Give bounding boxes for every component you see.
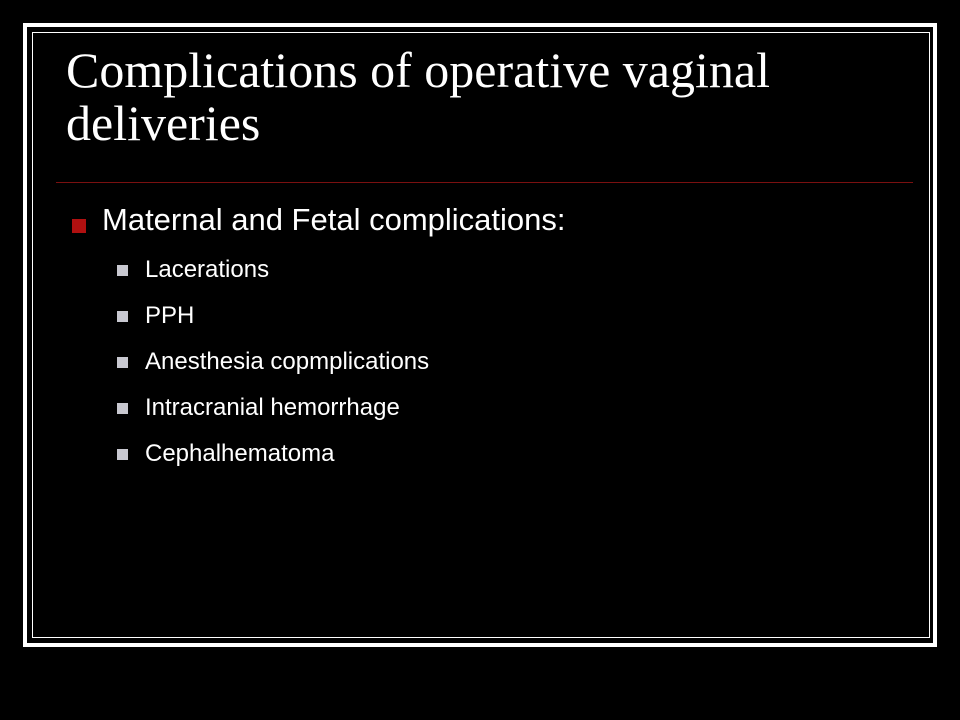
main-bullet-text: Maternal and Fetal complications: <box>102 202 566 237</box>
sub-bullet-square-icon <box>117 265 128 276</box>
sub-bullet-text: Lacerations <box>145 256 270 283</box>
main-bullet-square-icon <box>72 219 86 233</box>
sub-bullet-text: Anesthesia copmplications <box>145 348 430 375</box>
sub-bullet-square-icon <box>117 449 128 460</box>
sub-bullet-text: Cephalhematoma <box>145 440 335 467</box>
sub-bullet-square-icon <box>117 311 128 322</box>
title-divider <box>56 182 913 183</box>
slide-title: Complications of operative vaginal deliveries <box>66 42 770 151</box>
sub-bullet-text: PPH <box>145 302 195 329</box>
sub-bullet-square-icon <box>117 357 128 368</box>
sub-bullet-square-icon <box>117 403 128 414</box>
sub-bullet-text: Intracranial hemorrhage <box>145 394 400 421</box>
